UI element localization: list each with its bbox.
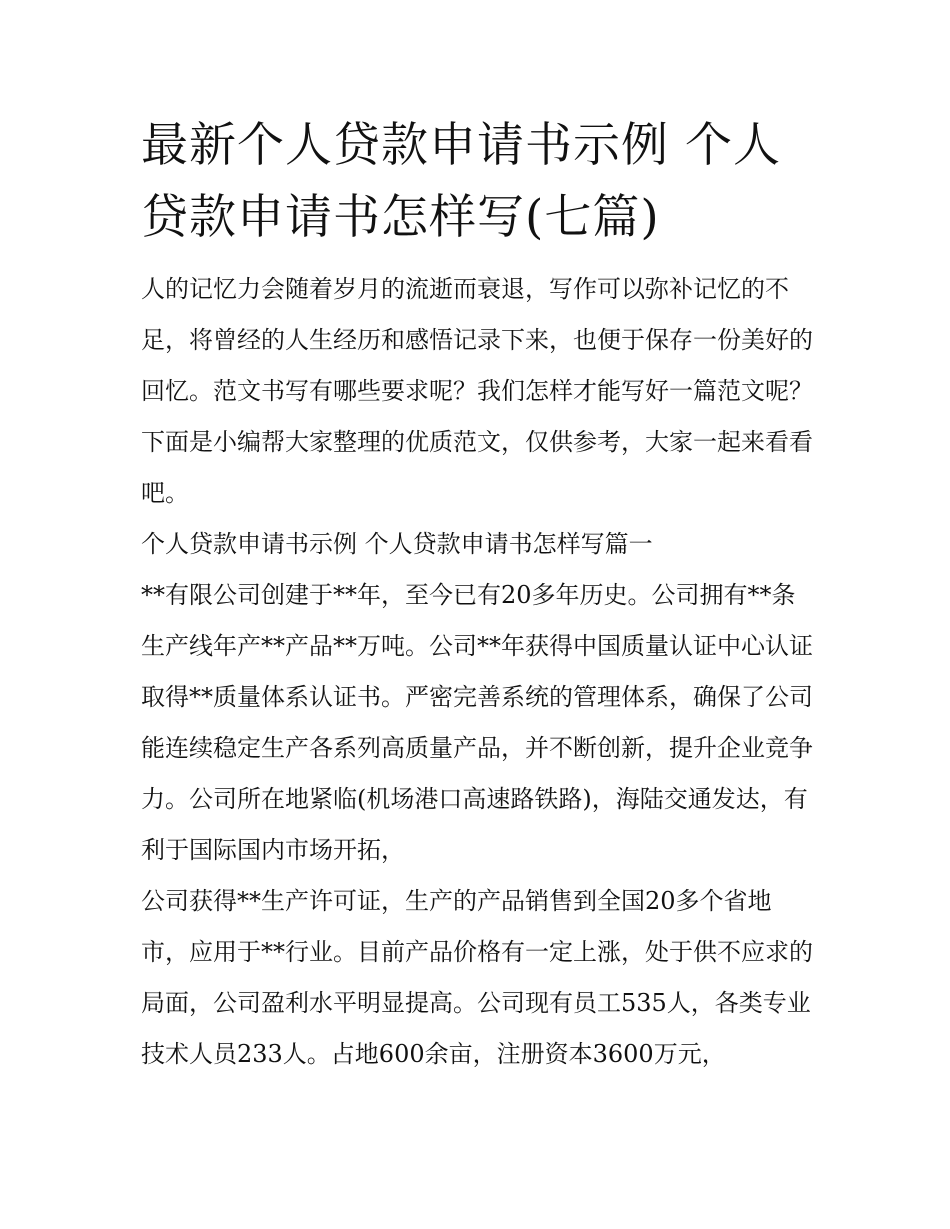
- document-body: [141, 264, 813, 1080]
- document-title: 最新个人贷款申请书示例 个人贷款申请书怎样写(七篇): [141, 118, 781, 245]
- body-paragraph: **有限公司创建于**年，至今已有20多年历史。公司拥有**条生产线年产**产品**万吨。公司**年获得中国质量认证中心认证取得**质量体系认证书。严密完善系统的管理体系，确保了公司能连续稳定生产各系列高质量产品，并不断创新，提升企业竞争力。公司所在地紧临(机场港口高速路铁路)，海陆交通发达，有利于国际国内市场开拓，: [141, 581, 813, 864]
- intro-paragraph: 人的记忆力会随着岁月的流逝而衰退，写作可以弥补记忆的不足，将曾经的人生经历和感悟记录下来，也便于保存一份美好的回忆。范文书写有哪些要求呢？我们怎样才能写好一篇范文呢？下面是小编帮大家整理的优质范文，仅供参考，大家一起来看看吧。: [141, 275, 813, 507]
- body-paragraph: 公司获得**生产许可证，生产的产品销售到全国20多个省地市，应用于**行业。目前产品价格有一定上涨，处于供不应求的局面，公司盈利水平明显提高。公司现有员工535人，各类专业技术人员233人。占地600余亩，注册资本3600万元，: [141, 887, 813, 1068]
- document-page: [141, 110, 813, 1080]
- section-heading: 个人贷款申请书示例 个人贷款申请书怎样写篇一: [141, 530, 653, 558]
